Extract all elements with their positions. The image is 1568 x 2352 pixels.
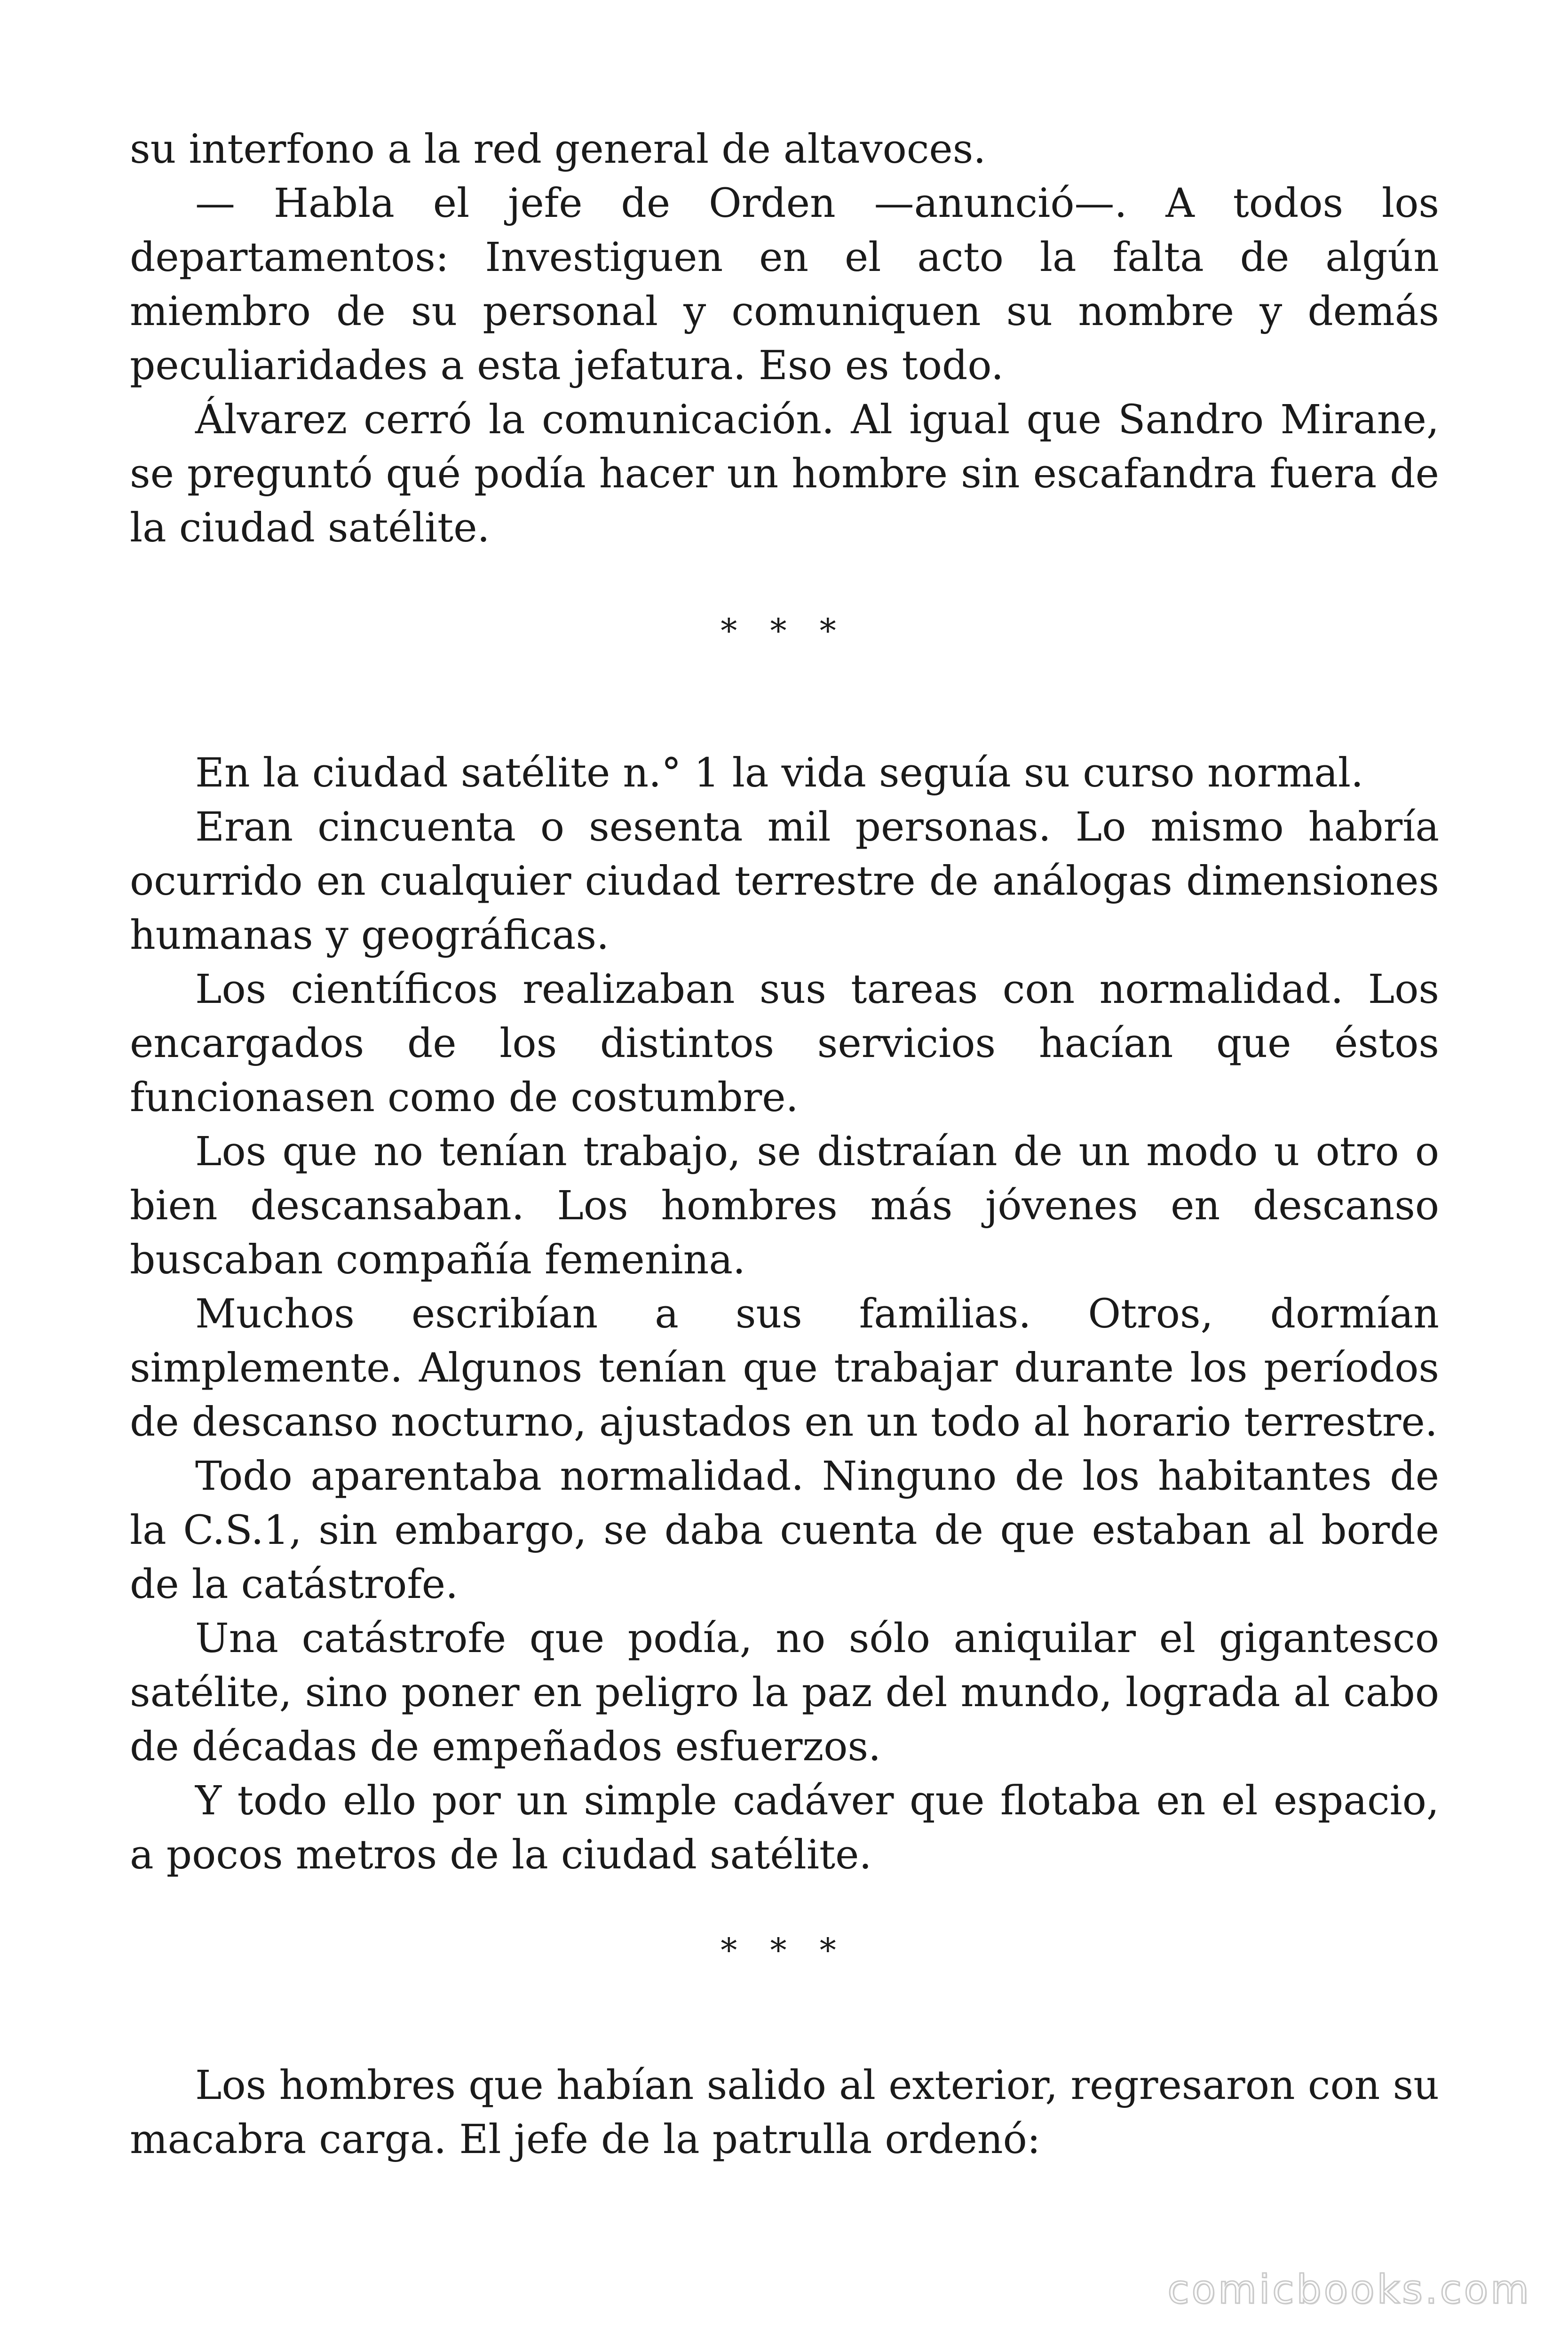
paragraph: Una catástrofe que podía, no sólo aniquilar el gigantesco satélite, sino poner en peligro la paz del mundo, lograda al cabo de décadas de empeñados esfuerzos. <box>130 1615 1439 1770</box>
paragraph: Todo aparentaba normalidad. Ninguno de los habitantes de la C.S.1, sin embargo, se daba cuenta de que estaban al borde de la catástrofe. <box>130 1453 1439 1608</box>
paragraph: Y todo ello por un simple cadáver que flotaba en el espacio, a pocos metros de la ciudad satélite. <box>130 1778 1439 1878</box>
paragraph: En la ciudad satélite n.° 1 la vida seguía su curso normal. <box>195 750 1364 796</box>
paragraph-continuation: su interfono a la red general de altavoces. <box>130 126 986 173</box>
paragraph: — Habla el jefe de Orden —anunció—. A todos los departamentos: Investiguen en el acto la falta de algún miembro de su personal y comuniquen su nombre y demás peculiaridades a esta jefatura. Eso es todo. <box>130 180 1439 389</box>
text-section-1 <box>130 122 1439 555</box>
paragraph: Muchos escribían a sus familias. Otros, dormían simplemente. Algunos tenían que trabajar durante los períodos de descanso nocturno, ajustados en un todo al horario terrestre. <box>130 1291 1439 1446</box>
paragraph: Eran cincuenta o sesenta mil personas. Lo mismo habría ocurrido en cualquier ciudad terrestre de análogas dimensiones humanas y geográficas. <box>130 804 1439 959</box>
section-separator: * * * <box>721 612 847 650</box>
text-section-2 <box>130 746 1439 1882</box>
paragraph: Los que no tenían trabajo, se distraían de un modo u otro o bien descansaban. Los hombres más jóvenes en descanso buscaban compañía femenina. <box>130 1128 1439 1283</box>
paragraph: Los científicos realizaban sus tareas con normalidad. Los encargados de los distintos servicios hacían que éstos funcionasen como de costumbre. <box>130 966 1439 1121</box>
section-separator: * * * <box>721 1931 847 1970</box>
text-section-3 <box>130 2058 1439 2167</box>
paragraph: Los hombres que habían salido al exterior, regresaron con su macabra carga. El jefe de la patrulla ordenó: <box>130 2062 1439 2163</box>
watermark: comicbooks.com <box>1167 2266 1531 2312</box>
paragraph: Álvarez cerró la comunicación. Al igual que Sandro Mirane, se preguntó qué podía hacer un hombre sin escafandra fuera de la ciudad satélite. <box>130 397 1439 551</box>
